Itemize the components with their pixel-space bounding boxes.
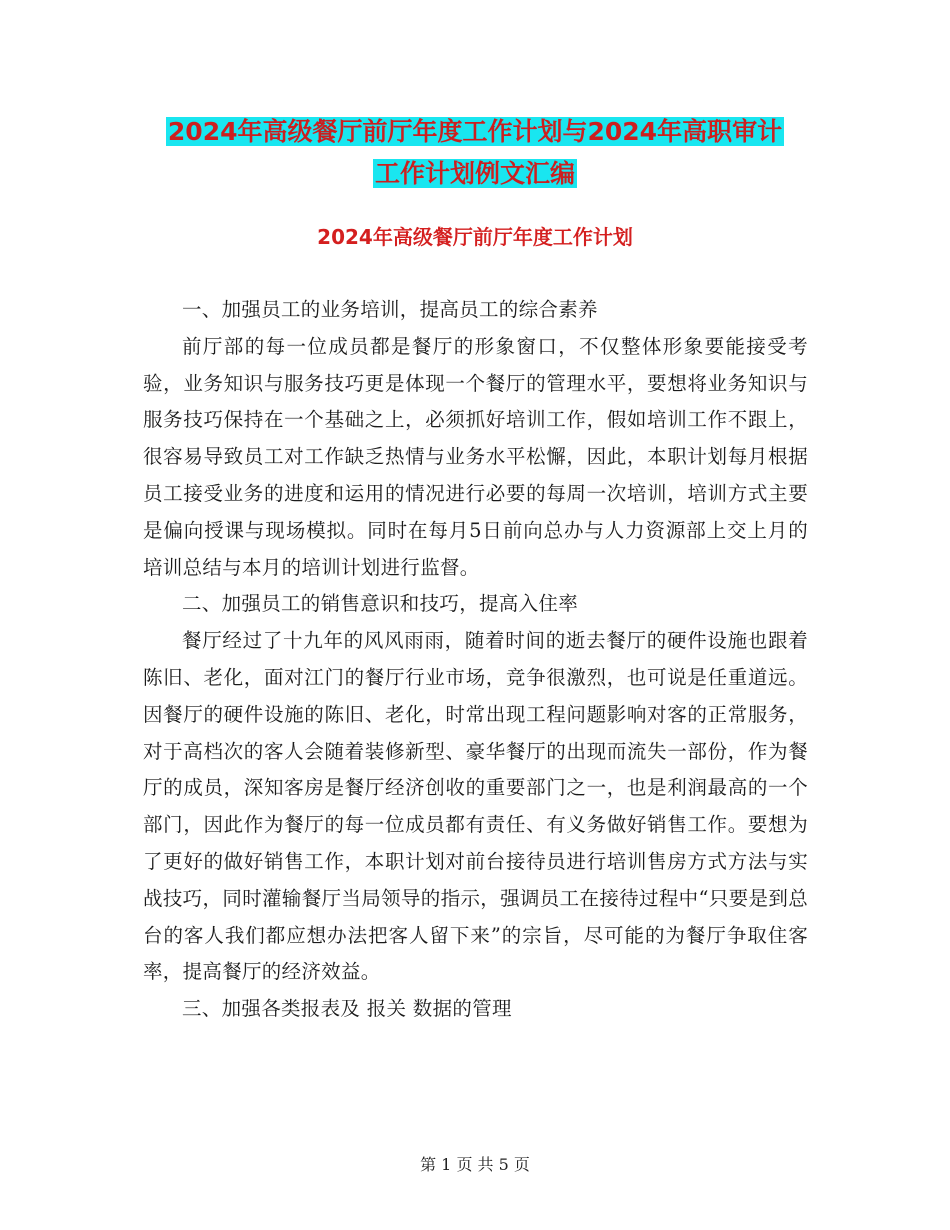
paragraph-1: 前厅部的每一位成员都是餐厅的形象窗口，不仅整体形象要能接受考验，业务知识与服务技巧更是体现一个餐厅的管理水平，要想将业务知识与服务技巧保持在一个基础之上，必须抓好培训工作，假如培训工作不跟上，很容易导致员工对工作缺乏热情与业务水平松懈，因此，本职计划每月根据员工接受业务的进度和运用的情况进行必要的每周一次培训，培训方式主要是偏向授课与现场模拟。同时在每月5日前向总办与人力资源部上交上月的培训总结与本月的培训计划进行监督。 bbox=[143, 334, 808, 579]
document-body bbox=[143, 292, 808, 1028]
document-title-line-1 bbox=[0, 112, 950, 152]
heading-1: 一、加强员工的业务培训，提高员工的综合素养 bbox=[182, 298, 598, 321]
heading-3: 三、加强各类报表及 报关 数据的管理 bbox=[182, 997, 512, 1021]
heading-2: 二、加强员工的销售意识和技巧，提高入住率 bbox=[182, 592, 579, 616]
document-title-text-1: 2024年高级餐厅前厅年度工作计划与2024年高职审计 bbox=[167, 117, 783, 146]
page-footer: 第 1 页 共 5 页 bbox=[420, 1155, 530, 1174]
document-title-line-2 bbox=[0, 154, 950, 194]
paragraph-2: 餐厅经过了十九年的风风雨雨，随着时间的逝去餐厅的硬件设施也跟着陈旧、老化，面对江门的餐厅行业市场，竞争很激烈，也可说是任重道远。因餐厅的硬件设施的陈旧、老化，时常出现工程问题影响对客的正常服务，对于高档次的客人会随着装修新型、豪华餐厅的出现而流失一部份，作为餐厅的成员，深知客房是餐厅经济创收的重要部门之一，也是利润最高的一个部门，因此作为餐厅的每一位成员都有责任、有义务做好销售工作。要想为了更好的做好销售工作，本职计划对前台接待员进行培训售房方式方法与实战技巧，同时灌输餐厅当局领导的指示，强调员工在接待过程中“只要是到总台的客人我们都应想办法把客人留下来”的宗旨，尽可能的为餐厅争取住客率，提高餐厅的经济效益。 bbox=[143, 629, 808, 984]
document-title-text-2: 工作计划例文汇编 bbox=[374, 159, 575, 188]
section-title: 2024年高级餐厅前厅年度工作计划 bbox=[317, 225, 633, 249]
